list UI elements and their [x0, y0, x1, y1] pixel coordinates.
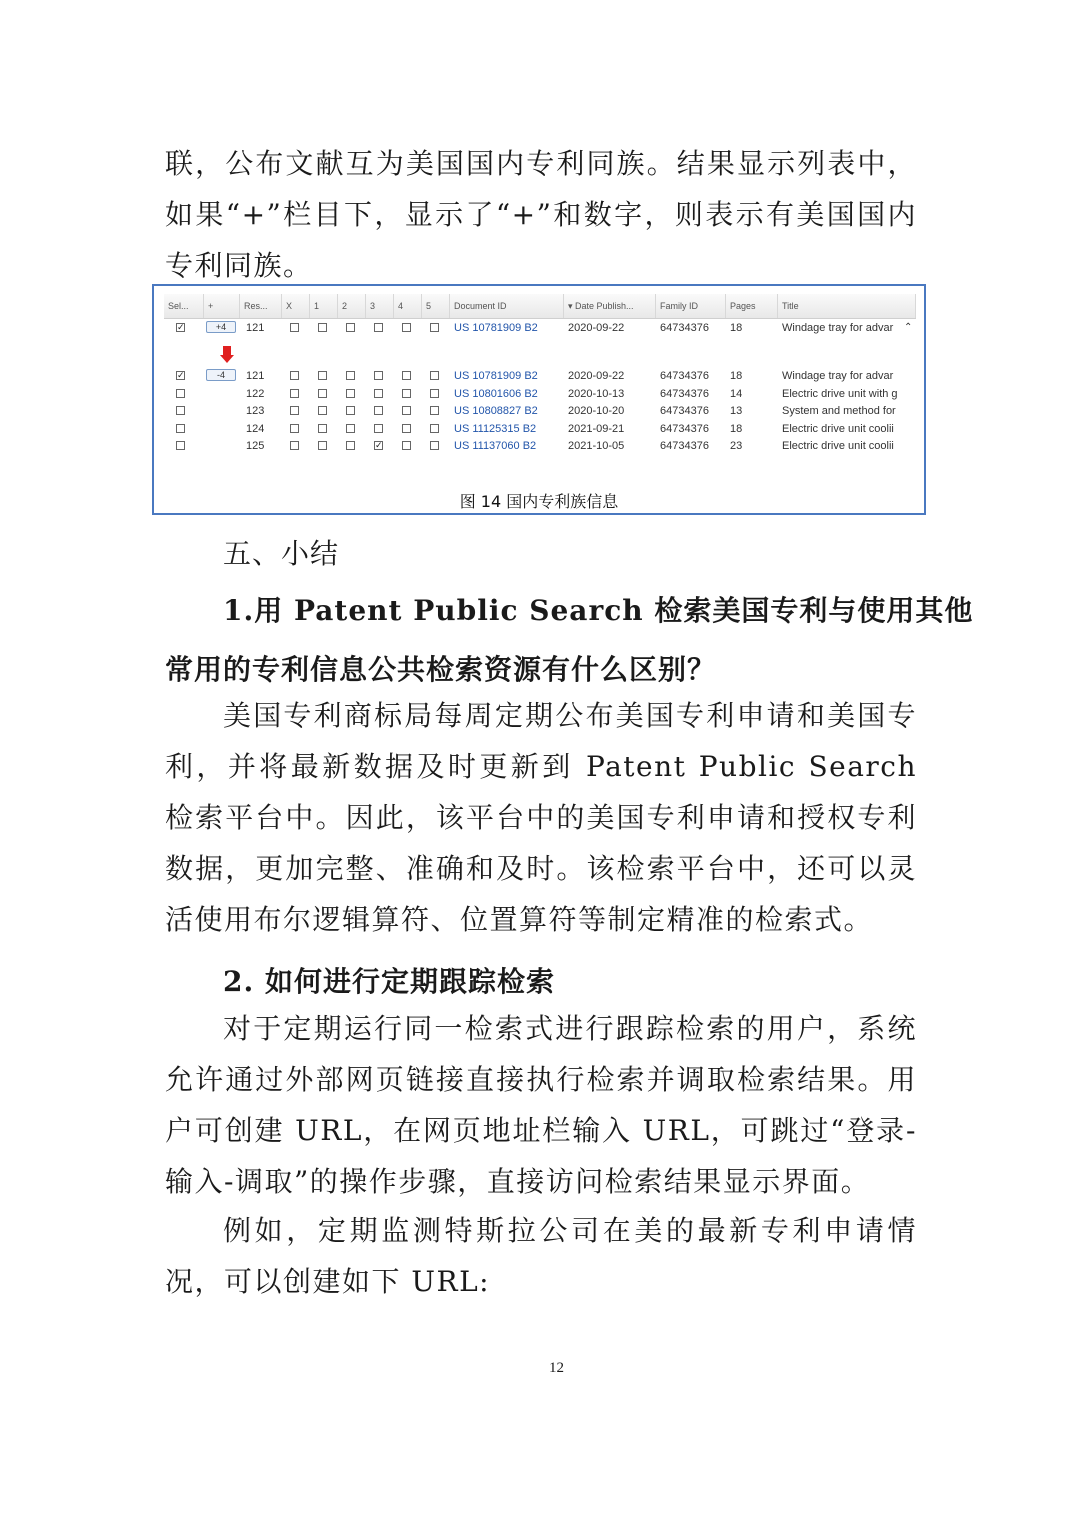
- column-checkbox[interactable]: [374, 323, 383, 332]
- title: Electric drive unit coolii: [782, 440, 894, 453]
- paragraph-example: 例如，定期监测特斯拉公司在美的最新专利申请情况，可以创建如下 URL:: [165, 1214, 917, 1298]
- column-header[interactable]: Family ID: [656, 294, 726, 318]
- column-checkbox[interactable]: [402, 406, 411, 415]
- family-id: 64734376: [660, 440, 709, 453]
- column-checkbox[interactable]: [430, 389, 439, 398]
- column-checkbox[interactable]: [346, 389, 355, 398]
- column-checkbox[interactable]: [318, 406, 327, 415]
- family-id: 64734376: [660, 405, 709, 418]
- section-heading: 五、小结: [223, 537, 340, 570]
- pages: 23: [730, 440, 743, 453]
- down-arrow-icon: [220, 346, 234, 364]
- pages: 18: [730, 322, 743, 334]
- column-checkbox[interactable]: [346, 441, 355, 450]
- column-checkbox[interactable]: [402, 389, 411, 398]
- grid-header: [164, 294, 916, 319]
- column-header[interactable]: Pages: [726, 294, 778, 318]
- column-checkbox[interactable]: [402, 424, 411, 433]
- column-checkbox[interactable]: [318, 371, 327, 380]
- document-id-link[interactable]: US 10801606 B2: [454, 387, 538, 400]
- column-checkbox[interactable]: [290, 371, 299, 380]
- family-id: 64734376: [660, 370, 709, 382]
- column-checkbox[interactable]: [290, 323, 299, 332]
- column-checkbox[interactable]: [430, 424, 439, 433]
- date-published: 2020-09-22: [568, 322, 625, 334]
- column-checkbox[interactable]: [430, 371, 439, 380]
- column-header[interactable]: Sel...: [164, 294, 204, 318]
- column-checkbox[interactable]: [374, 371, 383, 380]
- result-number: 121: [246, 370, 265, 382]
- page-number: 12: [549, 1360, 564, 1376]
- column-checkbox[interactable]: [346, 406, 355, 415]
- column-checkbox[interactable]: [430, 323, 439, 332]
- column-checkbox[interactable]: [374, 406, 383, 415]
- column-checkbox[interactable]: ✓: [375, 440, 383, 451]
- question-1-line-2: 常用的专利信息公共检索资源有什么区别？: [165, 653, 717, 686]
- select-checkbox[interactable]: [176, 389, 185, 398]
- table-row[interactable]: [164, 368, 916, 385]
- family-id: 64734376: [660, 322, 709, 334]
- title: Electric drive unit with g: [782, 387, 898, 400]
- paragraph-intro: 联，公布文献互为美国国内专利同族。结果显示列表中，如果“+”栏目下，显示了“+”和数字，则表示有美国国内专利同族。: [165, 147, 917, 282]
- column-checkbox[interactable]: [290, 441, 299, 450]
- date-published: 2021-10-05: [568, 440, 625, 453]
- column-header[interactable]: 3: [366, 294, 394, 318]
- column-checkbox[interactable]: [402, 323, 411, 332]
- pages: 13: [730, 405, 743, 418]
- result-number: 123: [246, 405, 265, 418]
- table-row[interactable]: [164, 386, 916, 403]
- family-toggle-button[interactable]: -4: [206, 369, 236, 381]
- select-checkbox[interactable]: ✓: [177, 322, 185, 332]
- column-checkbox[interactable]: [402, 441, 411, 450]
- document-id-link[interactable]: US 10781909 B2: [454, 322, 538, 334]
- date-published: 2021-09-21: [568, 422, 625, 435]
- title: Electric drive unit coolii: [782, 422, 894, 435]
- document-id-link[interactable]: US 10781909 B2: [454, 370, 538, 382]
- select-checkbox[interactable]: [176, 424, 185, 433]
- family-id: 64734376: [660, 422, 709, 435]
- column-header[interactable]: ▾ Date Publish...: [564, 294, 656, 318]
- family-id: 64734376: [660, 387, 709, 400]
- column-checkbox[interactable]: [346, 323, 355, 332]
- select-checkbox[interactable]: [176, 441, 185, 450]
- table-row[interactable]: [164, 421, 916, 438]
- table-row-collapsed[interactable]: [164, 320, 916, 337]
- column-checkbox[interactable]: [318, 389, 327, 398]
- column-checkbox[interactable]: [402, 371, 411, 380]
- date-published: 2020-10-20: [568, 405, 625, 418]
- paragraph-answer-1: 美国专利商标局每周定期公布美国专利申请和美国专利，并将最新数据及时更新到 Patent Public Search 检索平台中。因此，该平台中的美国专利申请和授权专利数据，更加完整、准确和及时。该检索平台中，还可以灵活使用布尔逻辑算符、位置算符等制定精准的检索式。: [165, 699, 917, 936]
- pages: 18: [730, 422, 743, 435]
- column-header[interactable]: X: [282, 294, 310, 318]
- column-checkbox[interactable]: [290, 389, 299, 398]
- result-number: 122: [246, 387, 265, 400]
- column-header[interactable]: 4: [394, 294, 422, 318]
- title: Windage tray for advar: [782, 322, 894, 334]
- figure-patent-family: [152, 284, 926, 515]
- column-checkbox[interactable]: [318, 323, 327, 332]
- question-1-line-1: 1.用 Patent Public Search 检索美国专利与使用其他: [223, 594, 974, 627]
- document-id-link[interactable]: US 10808827 B2: [454, 405, 538, 418]
- column-checkbox[interactable]: [346, 371, 355, 380]
- column-checkbox[interactable]: [430, 406, 439, 415]
- document-id-link[interactable]: US 11125315 B2: [454, 422, 537, 435]
- result-number: 125: [246, 440, 265, 453]
- table-row[interactable]: [164, 438, 916, 455]
- column-checkbox[interactable]: [318, 441, 327, 450]
- column-checkbox[interactable]: [430, 441, 439, 450]
- paragraph-answer-2: 对于定期运行同一检索式进行跟踪检索的用户，系统允许通过外部网页链接直接执行检索并调取检索结果。用户可创建 URL，在网页地址栏输入 URL，可跳过“登录-输入-调取”的操作步骤，直接访问检索结果显示界面。: [165, 1012, 917, 1198]
- column-checkbox[interactable]: [374, 389, 383, 398]
- column-checkbox[interactable]: [374, 424, 383, 433]
- title: System and method for: [782, 405, 896, 418]
- title: Windage tray for advar: [782, 370, 894, 382]
- date-published: 2020-09-22: [568, 370, 625, 382]
- column-header[interactable]: 5: [422, 294, 450, 318]
- column-header[interactable]: Document ID: [450, 294, 564, 318]
- date-published: 2020-10-13: [568, 387, 625, 400]
- select-checkbox[interactable]: [176, 406, 185, 415]
- column-checkbox[interactable]: [290, 424, 299, 433]
- pages: 18: [730, 370, 743, 382]
- result-number: 124: [246, 422, 265, 435]
- pages: 14: [730, 387, 743, 400]
- column-header[interactable]: 1: [310, 294, 338, 318]
- select-checkbox[interactable]: ✓: [177, 370, 185, 380]
- figure-caption: 图 14 国内专利族信息: [459, 492, 619, 511]
- column-header[interactable]: Res...: [240, 294, 282, 318]
- results-grid: [164, 294, 916, 460]
- document-id-link[interactable]: US 11137060 B2: [454, 440, 537, 453]
- column-checkbox[interactable]: [346, 424, 355, 433]
- table-row[interactable]: [164, 403, 916, 420]
- question-2: 2. 如何进行定期跟踪检索: [223, 965, 555, 998]
- result-number: 121: [246, 322, 265, 334]
- column-header[interactable]: +: [204, 294, 240, 318]
- column-checkbox[interactable]: [318, 424, 327, 433]
- column-header[interactable]: Title: [778, 294, 916, 318]
- scroll-up-icon[interactable]: ⌃: [904, 322, 913, 333]
- column-header[interactable]: 2: [338, 294, 366, 318]
- family-toggle-button[interactable]: +4: [206, 321, 236, 333]
- column-checkbox[interactable]: [290, 406, 299, 415]
